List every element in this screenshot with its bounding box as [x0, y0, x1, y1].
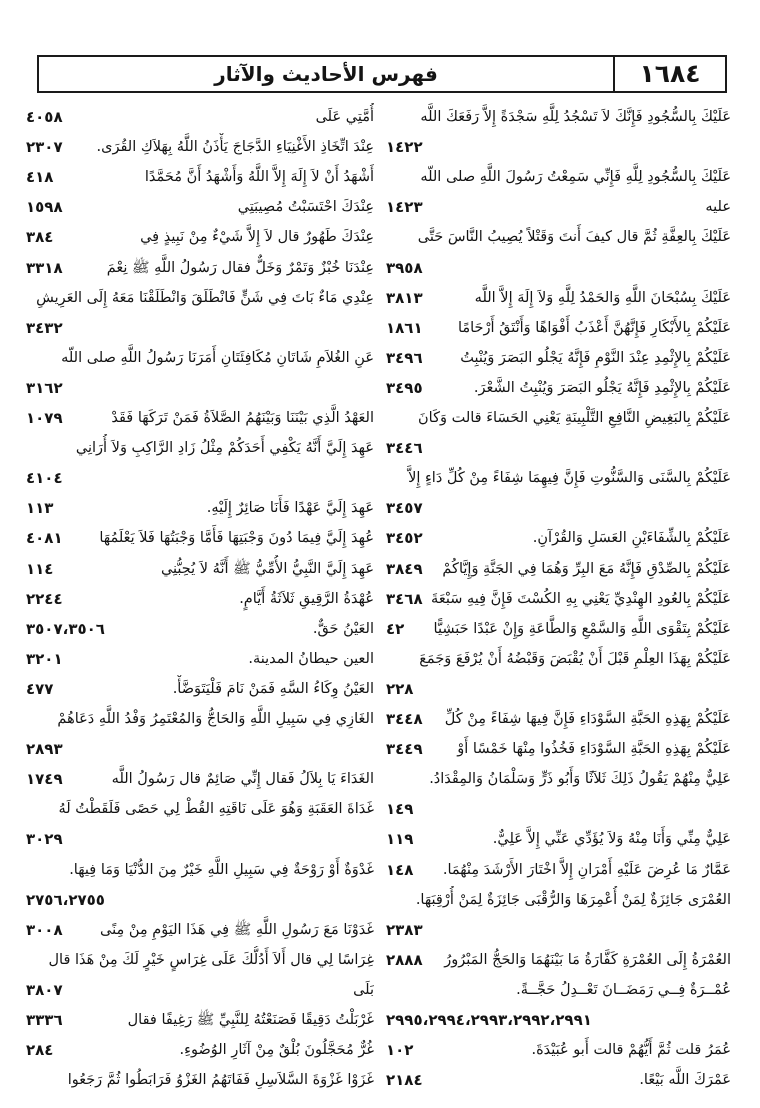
hadith-number: ٤١٨ [26, 168, 54, 187]
hadith-text: عَلَيْكُمْ بِهَذِهِ الحَبَّةِ السَّوْدَاءِ فَإِنَّ فِيهَا شِفَاءً مِنْ كُلِّ [444, 711, 731, 727]
hadith-text: عَلَيْكَ بِسُبْحَانَ اللَّهِ وَالحَمْدُ لِلَّهِ وَلاَ إِلَهَ إِلاَّ اللَّه [474, 289, 731, 306]
hadith-number: ٣٤٤٦ [386, 439, 423, 458]
index-entry [384, 344, 731, 372]
hadith-number: ٣٩٥٨ [386, 258, 423, 277]
hadith-text: العَيْنُ حَقٌّ. [312, 620, 374, 637]
hadith-number: ٣٨٤ [26, 228, 54, 247]
hadith-text: عَهِدَ إِلَيَّ النَّبِيُّ الأُمِّيُّ ﷺ أَنَّهُ لاَ يُحِبُّنِي [160, 560, 374, 577]
hadith-number: ١٧٤٩ [26, 770, 63, 789]
hadith-number: ٣٥٠٧،٣٥٠٦ [26, 619, 105, 638]
index-entry [24, 886, 374, 914]
hadith-text: العُمْرَةُ إِلَى العُمْرَةِ كَفَّارَةُ مَا بَيْنَهُمَا وَالحَجُّ المَبْرُورُ [444, 951, 731, 968]
index-entry [24, 193, 374, 221]
hadith-text: عَنِ الغُلاَمِ شَاتَانِ مُكَافِئَتَانِ أَمَرَنَا رَسُولُ اللَّهِ صلى اللّه [61, 349, 374, 366]
page-header [37, 55, 727, 93]
index-entry [384, 284, 731, 312]
hadith-text: عِنْدِي مَاءٌ بَاتَ فِي شَنٍّ فَانْطَلَقَ وَانْطَلَقْنَا مَعَهُ إِلَى العَرِيشِ [36, 289, 374, 306]
hadith-text: عَهِدَ إِلَيَّ عَهْدًا فَأَنَا صَائِرٌ إِلَيْهِ. [206, 500, 374, 517]
index-entry [24, 946, 374, 974]
hadith-text: الغَازِي فِي سَبِيلِ اللَّهِ وَالحَاجُّ وَالمُعْتَمِرُ وَفْدُ اللَّهِ دَعَاهُمْ [57, 711, 374, 727]
hadith-text: عَلَيْكَ بِالسُّجُودِ لِلَّهِ فَإِنِّي سَمِعْتُ رَسُولَ اللَّهِ صلى اللّه [420, 169, 731, 186]
hadith-text: عَلَيْكُمْ بِالبَغِيضِ النَّافِعِ التَّلْبِينَةِ يَعْنِي الحَسَاءَ قالت وَكَانَ [418, 410, 731, 426]
hadith-number: ١١٩ [386, 830, 414, 849]
hadith-number: ١٥٩٨ [26, 198, 63, 217]
hadith-text: عَلَيْكُمْ بِالصِّدْقِ فَإِنَّهُ مَعَ البِرِّ وَهُمَا فِي الجَنَّةِ وَإِيَّاكُمْ [442, 560, 731, 577]
hadith-text: عَلَيْكُمْ بِهَذِهِ الحَبَّةِ السَّوْدَاءِ فَخُذُوا مِنْهَا خَمْسًا أَوْ [457, 741, 731, 758]
hadith-text: عَلَيْكَ بِالسُّجُودِ فَإِنَّكَ لاَ تَسْجُدُ لِلَّهِ سَجْدَةً إِلاَّ رَفَعَكَ اللَّه [420, 109, 731, 125]
index-entry [24, 645, 374, 673]
hadith-number: ٣٤٣٢ [26, 318, 63, 337]
index-entry [384, 795, 731, 823]
index-entry [384, 1036, 731, 1064]
index-entry [24, 223, 374, 251]
hadith-text: غَزَوْا غَزْوَةَ السَّلاَسِلِ فَفَاتَهُمُ الغَزْوُ فَرَابَطُوا ثُمَّ رَجَعُوا [67, 1072, 374, 1089]
hadith-text: عَمْرَكَ اللَّه بَيْعًا. [639, 1072, 731, 1089]
hadith-text: العَهْدُ الَّذِي بَيْنَنَا وَبَيْنَهُمُ الصَّلاَةُ فَمَنْ تَرَكَهَا فَقَدْ [111, 410, 374, 426]
hadith-text: عُمَرُ قلت ثُمَّ أَيُّهُمْ قالت أَبو عُبَيْدَةَ. [531, 1042, 731, 1059]
hadith-text: عَلِيٌّ مِنْهُمْ يَقُولُ ذَلِكَ ثَلاَثًا وَأَبُو ذَرٍّ وَسَلْمَانُ وَالمِقْدَادُ. [429, 771, 731, 788]
index-entry [24, 284, 374, 312]
index-entry [384, 615, 731, 643]
hadith-text: أُمَّتِي عَلَى [315, 109, 374, 125]
index-entry [24, 765, 374, 793]
hadith-text: عَلَيْكُمْ بِالسَّنَى وَالسَّنُّوتِ فَإِنَّ فِيهِمَا شِفَاءً مِنْ كُلِّ دَاءٍ إِلاَّ [408, 470, 731, 487]
index-entry [24, 524, 374, 552]
index-entry [24, 615, 374, 643]
index-entry [24, 675, 374, 703]
index-entry [384, 133, 731, 161]
hadith-text: العُمْرَى جَائِزَةٌ لِمَنْ أُعْمِرَهَا وَالرُّقْبَى جَائِزَةٌ لِمَنْ أُرْقِبَهَا. [415, 891, 731, 908]
hadith-number: ١٤٨ [386, 860, 414, 879]
hadith-text: عِنْدَكَ احْتَسَبْتُ مُصِيبَتِي [237, 199, 374, 216]
index-entry [384, 254, 731, 282]
hadith-number: ٤١٠٤ [26, 469, 63, 488]
index-entry [384, 404, 731, 432]
index-entry [384, 856, 731, 884]
hadith-number: ٤٠٨١ [26, 529, 63, 548]
hadith-text: بَلَى [353, 981, 374, 998]
hadith-text: عَلَيْكُمْ بِالشِّفَاءَيْنِ العَسَلِ وَالقُرْآنِ. [532, 530, 731, 547]
hadith-number: ٣٣٣٦ [26, 1011, 63, 1029]
hadith-number: ٣٨١٣ [386, 288, 423, 307]
hadith-text: عِنْدَ اتِّخَاذِ الأَغْنِيَاءِ الدَّجَاجَ يَأْذَنُ اللَّهُ بِهَلاَكِ القُرَى. [96, 139, 374, 156]
hadith-text: العين حيطانُ المدينة. [248, 650, 374, 667]
hadith-number: ٤٠٥٨ [26, 108, 63, 126]
hadith-text: عَلَيْكُمْ بِهَذَا العِلْمِ قَبْلَ أَنْ يُقْبَضَ وَقَبْضُهُ أَنْ يُرْفَعَ وَجَمَعَ [419, 650, 731, 667]
index-entry [384, 645, 731, 673]
index-entry [384, 585, 731, 613]
hadith-text: غَدَوْنَا مَعَ رَسُولِ اللَّهِ ﷺ فِي هَذَا اليَوْمِ مِنْ مِنًى [100, 921, 374, 938]
index-entry [384, 494, 731, 522]
hadith-number: ٣٠٢٩ [26, 830, 63, 849]
hadith-number: ٢٢٨ [386, 679, 414, 698]
hadith-text: عَلَيْكَ بِالعِفَّةِ ثُمَّ قال كيفَ أَنتَ وَقَتْلاً يُصِيبُ النَّاسَ حَتَّى [417, 229, 731, 246]
index-entry [384, 193, 731, 221]
index-entry [384, 223, 731, 251]
hadith-number: ٢٧٥٦،٢٧٥٥ [26, 890, 105, 909]
hadith-number: ١١٣ [26, 499, 54, 518]
index-entry [24, 1036, 374, 1064]
hadith-number: ١٤٢٢ [386, 138, 423, 157]
index-entry [384, 735, 731, 763]
hadith-text: عَلَيْكُمْ بِالإِثْمِدِ فَإِنَّهُ يَجْلُو البَصَرَ وَيُنْبِتُ الشَّعْرَ. [473, 379, 731, 396]
hadith-number: ٣١٦٢ [26, 378, 63, 397]
index-entry [24, 163, 374, 191]
index-entry [384, 1066, 731, 1094]
hadith-text: عِنْدَكَ طَهُورٌ قال لاَ إِلاَّ شَيْءٌ مِنْ نَبِيذٍ فِي [140, 229, 374, 246]
hadith-number: ٣٤٩٥ [386, 378, 423, 397]
index-entry [24, 133, 374, 161]
hadith-number: ١٨٦١ [386, 318, 423, 337]
index-entry [24, 916, 374, 944]
hadith-number: ٣٤٩٦ [386, 348, 423, 367]
index-entry [24, 314, 374, 342]
hadith-text: عَلِيٌّ مِنِّي وَأَنَا مِنْهُ وَلاَ يُؤَدِّي عَنِّي إِلاَّ عَلِيٌّ. [492, 831, 731, 848]
index-entry [24, 856, 374, 884]
index-entry [384, 163, 731, 191]
index-entry [384, 765, 731, 793]
hadith-number: ٢٢٤٤ [26, 589, 63, 608]
hadith-number: ١١٤ [26, 559, 54, 578]
hadith-text: عليه [705, 199, 731, 216]
hadith-text: عَلَيْكُمْ بِالأَبْكَارِ فَإِنَّهُنَّ أَعْذَبُ أَفْوَاهًا وَأَنْتَقُ أَرْحَامًا [457, 319, 731, 336]
index-entry [24, 825, 374, 853]
index-entry [24, 374, 374, 402]
hadith-text: العَيْنُ وِكَاءُ السَّهِ فَمَنْ نَامَ فَلْيَتَوَضَّأْ. [172, 680, 374, 697]
hadith-text: عُهِدَ إِلَيَّ فِيمَا دُونَ وَجْبَتِهَا فَأَمَّا وَجْبَتُهَا فَلاَ يَعْلَمُهَا [99, 530, 374, 547]
index-entry [384, 886, 731, 914]
hadith-number: ٢١٨٤ [386, 1071, 423, 1090]
hadith-number: ٢٨٩٣ [26, 740, 63, 759]
hadith-number: ٣٨٤٩ [386, 559, 423, 578]
index-entry [24, 735, 374, 763]
hadith-number: ٢٣٨٣ [386, 920, 423, 939]
hadith-number: ٣٠٠٨ [26, 920, 63, 939]
hadith-number: ٢٩٩٥،٢٩٩٤،٢٩٩٣،٢٩٩٢،٢٩٩١ [386, 1011, 592, 1029]
hadith-number: ٢٣٠٧ [26, 138, 63, 157]
hadith-text: عَلَيْكُمْ بِالعُودِ الهِنْدِيِّ يَعْنِي بِهِ الكُسْتَ فَإِنَّ فِيهِ سَبْعَةَ [431, 590, 731, 607]
hadith-number: ٣٨٠٧ [26, 980, 63, 999]
hadith-number: ٣٤٤٩ [386, 740, 423, 759]
hadith-text: عَلَيْكُمْ بِتَقْوَى اللَّهِ وَالسَّمْعِ وَالطَّاعَةِ وَإِنْ عَبْدًا حَبَشِيًّا [433, 620, 731, 637]
hadith-number: ٣٢٠١ [26, 649, 63, 668]
hadith-text: غُرٌّ مُحَجَّلُونَ بُلْقٌ مِنْ آثَارِ الوُضُوءِ. [179, 1042, 374, 1059]
page-number: ١٦٨٤ [613, 57, 725, 91]
hadith-text: الغَدَاءَ يَا بِلاَلُ فَقال إِنِّي صَائِمٌ قال رَسُولُ اللَّه [111, 771, 374, 788]
hadith-number: ٤٢ [386, 619, 405, 638]
hadith-number: ١٠٧٩ [26, 409, 63, 427]
index-entry [24, 434, 374, 462]
hadith-number: ٢٨٤ [26, 1041, 54, 1060]
hadith-text: عَهِدَ إِلَيَّ أَنَّهُ يَكْفِي أَحَدَكُمْ مِثْلُ زَادِ الرَّاكِبِ وَلاَ أُرَانِي [75, 440, 374, 457]
index-entry [384, 825, 731, 853]
hadith-text: غَدْوَةٌ أَوْ رَوْحَةٌ فِي سَبِيلِ اللَّهِ خَيْرٌ مِنَ الدُّنْيَا وَمَا فِيهَا. [69, 861, 374, 878]
hadith-text: عُمْــرَةٌ فِــي رَمَضَــانَ تَعْــدِلُ حَجَّــةً. [516, 981, 731, 998]
hadith-number: ٤٧٧ [26, 679, 54, 698]
index-entry [24, 795, 374, 823]
hadith-number: ٣٤٥٢ [386, 529, 423, 548]
index-entry [24, 464, 374, 492]
index-entry [384, 946, 731, 974]
index-entry [24, 585, 374, 613]
index-entry [24, 555, 374, 583]
hadith-text: عَمَّارٌ مَا عُرِضَ عَلَيْهِ أَمْرَانِ إِلاَّ اخْتَارَ الأَرْشَدَ مِنْهُمَا. [442, 861, 731, 878]
running-title: فهرس الأحاديث والآثار [214, 62, 438, 86]
index-entry [384, 374, 731, 402]
index-entry [384, 705, 731, 733]
index-entry [24, 705, 374, 733]
index-entry [384, 555, 731, 583]
index-entry [24, 254, 374, 282]
hadith-text: عَلَيْكُمْ بِالإِثْمِدِ عِنْدَ النَّوْمِ فَإِنَّهُ يَجْلُو البَصَرَ وَيُنْبِتُ [460, 349, 731, 366]
index-entry [24, 976, 374, 1004]
hadith-text: أَشْهَدُ أَنْ لاَ إِلَهَ إِلاَّ اللَّهُ وَأَشْهَدُ أَنَّ مُحَمَّدًا [144, 169, 374, 186]
index-entry [24, 103, 374, 131]
hadith-text: غَرْبَلْتُ دَقِيقًا فَصَنَعْتُهُ لِلنَّبِيِّ ﷺ رَغِيفًا فقال [127, 1012, 374, 1028]
index-entry [384, 976, 731, 1004]
hadith-text: غِرَاسًا لِي قال أَلاَ أَدُلُّكَ عَلَى غِرَاسٍ خَيْرٍ لَكَ مِنْ هَذَا قال [48, 951, 374, 968]
index-entry [24, 404, 374, 432]
hadith-number: ١٤٢٣ [386, 198, 423, 217]
index-entry [384, 675, 731, 703]
index-entry [384, 916, 731, 944]
hadith-number: ٣٤٥٧ [386, 499, 423, 518]
hadith-text: عِنْدَنَا خُبْزٌ وَتَمْرٌ وَخَلٌّ فقال رَسُولُ اللَّهِ ﷺ نِعْمَ [106, 259, 374, 276]
index-entry [24, 1006, 374, 1034]
hadith-number: ٣٤٤٨ [386, 710, 423, 728]
index-entry [24, 494, 374, 522]
hadith-number: ٣٣١٨ [26, 258, 63, 277]
index-entry [24, 1066, 374, 1094]
index-entry [384, 1006, 731, 1034]
index-entry [24, 344, 374, 372]
index-entry [384, 314, 731, 342]
hadith-number: ٢٨٨٨ [386, 950, 423, 969]
hadith-text: غَدَاةَ العَقَبَةِ وَهُوَ عَلَى نَاقَتِهِ القُطْ لِي حَصًى فَلَقَطْتُ لَهُ [58, 801, 374, 818]
index-entry [384, 464, 731, 492]
index-entry [384, 103, 731, 131]
index-entry [384, 434, 731, 462]
hadith-text: عُهْدَةُ الرَّقِيقِ ثَلاَثَةُ أَيَّامٍ. [239, 590, 374, 607]
hadith-number: ٣٤٦٨ [386, 589, 423, 608]
hadith-number: ١٠٢ [386, 1041, 414, 1060]
index-entry [384, 524, 731, 552]
hadith-number: ١٤٩ [386, 800, 414, 819]
